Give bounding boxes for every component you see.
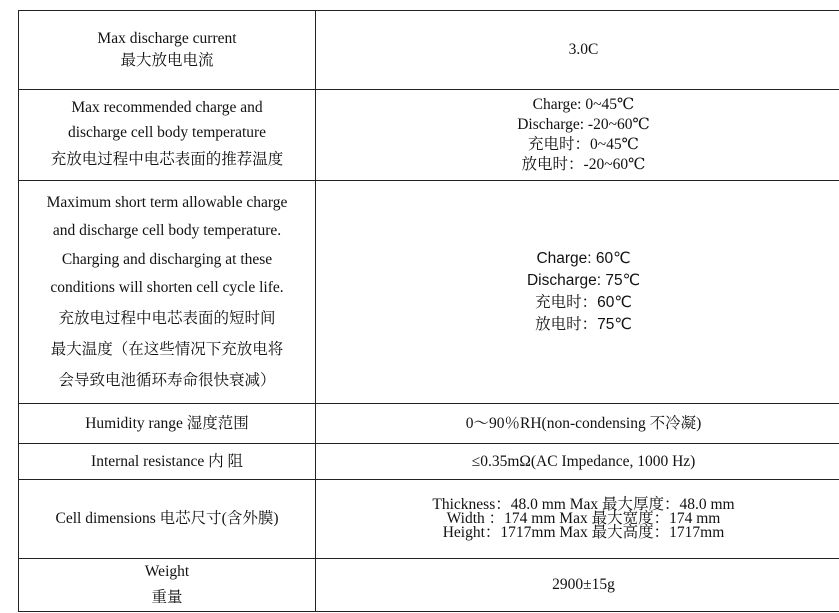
label-line: Max discharge current — [97, 30, 237, 47]
label-line: Weight — [144, 563, 190, 580]
table-row-weight — [19, 559, 839, 612]
value-line: 充电时：60℃ — [535, 294, 632, 311]
label-line: Charging and discharging at these — [61, 250, 273, 268]
value-line: 3.0C — [568, 41, 599, 58]
label-cell — [19, 181, 316, 404]
value-line: 0～90％RH(non-condensing 不冷凝) — [465, 414, 702, 432]
value-cell — [316, 11, 839, 90]
label-line: Maximum short term allowable charge — [46, 193, 288, 211]
label-cell — [19, 559, 316, 612]
table-row-internal-resistance — [19, 444, 839, 480]
spec-table — [18, 10, 839, 612]
value-line: ≤0.35mΩ(AC Impedance, 1000 Hz) — [471, 452, 696, 470]
label-line: Cell dimensions 电芯尺寸(含外膜) — [55, 510, 279, 527]
value-cell — [316, 90, 839, 181]
label-line: 充放电过程中电芯表面的短时间 — [58, 309, 276, 327]
label-cell — [19, 444, 316, 480]
table-row-humidity-range — [19, 404, 839, 444]
table-row-short-term-temperature — [19, 181, 839, 404]
value-line: Discharge: -20~60℃ — [517, 116, 650, 133]
label-line: conditions will shorten cell cycle life. — [50, 279, 284, 296]
label-cell — [19, 11, 316, 90]
value-cell — [316, 480, 839, 559]
label-line: 充放电过程中电芯表面的推荐温度 — [50, 151, 284, 168]
value-line: Thickness：48.0 mm Max 最大厚度：48.0 mm — [432, 496, 735, 513]
label-line: 最大放电电流 — [120, 52, 214, 69]
label-cell — [19, 480, 316, 559]
value-line: 2900±15g — [552, 576, 615, 593]
label-line: Humidity range 湿度范围 — [85, 414, 249, 432]
label-line: 最大温度（在这些情况下充放电将 — [50, 340, 284, 358]
table-row-cell-dimensions — [19, 480, 839, 559]
value-cell — [316, 444, 839, 480]
value-line: Height：1717mm Max 最大高度：1717mm — [442, 524, 725, 541]
value-line: Discharge: 75℃ — [526, 272, 641, 289]
label-cell — [19, 404, 316, 444]
value-line: 充电时：0~45℃ — [528, 136, 639, 153]
label-line: Internal resistance 内 阻 — [91, 452, 243, 470]
value-line: Width ：174 mm Max 最大宽度：174 mm — [446, 510, 721, 527]
value-line: 放电时：75℃ — [535, 316, 632, 333]
value-cell — [316, 404, 839, 444]
label-line: Max recommended charge and — [71, 99, 263, 116]
value-cell — [316, 181, 839, 404]
label-cell — [19, 90, 316, 181]
label-line: and discharge cell body temperature. — [52, 222, 282, 239]
label-line: discharge cell body temperature — [67, 124, 267, 141]
table-row-recommended-temperature — [19, 90, 839, 181]
value-line: Charge: 60℃ — [536, 250, 631, 267]
value-line: Charge: 0~45℃ — [532, 96, 635, 113]
table-row-max-discharge-current — [19, 11, 839, 90]
value-line: 放电时：-20~60℃ — [521, 156, 646, 173]
label-line: 会导致电池循环寿命很快衰减） — [58, 371, 276, 389]
label-line: 重量 — [151, 589, 183, 606]
value-cell — [316, 559, 839, 612]
